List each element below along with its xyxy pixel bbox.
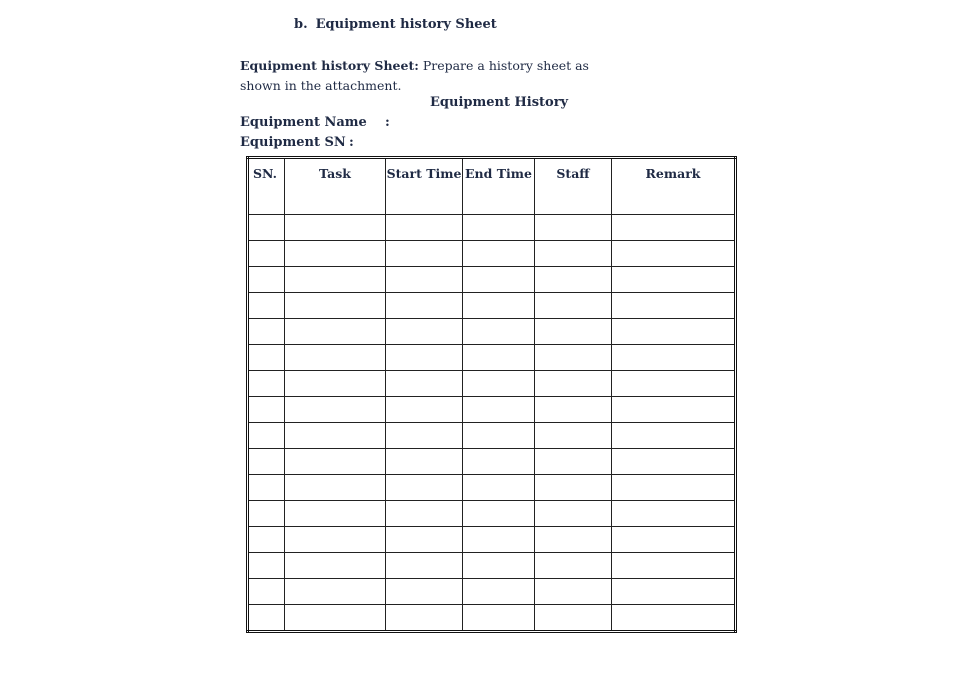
table-cell [535, 241, 612, 267]
equipment-sn-field [240, 135, 354, 150]
table-cell [463, 449, 535, 475]
table-cell [535, 215, 612, 241]
equipment-name-field [240, 115, 390, 130]
table-cell [285, 345, 386, 371]
table-cell [463, 267, 535, 293]
table-cell [612, 605, 736, 632]
column-header-start-time: Start Time [386, 158, 463, 215]
table-row [248, 527, 736, 553]
intro-paragraph [240, 56, 630, 96]
table-cell [285, 319, 386, 345]
table-cell [386, 501, 463, 527]
table-cell [285, 267, 386, 293]
table-cell [535, 501, 612, 527]
table-cell [285, 579, 386, 605]
table-cell [612, 397, 736, 423]
table-cell [248, 397, 285, 423]
table-cell [612, 553, 736, 579]
table-cell [463, 293, 535, 319]
table-cell [248, 579, 285, 605]
table-cell [612, 241, 736, 267]
table-cell [535, 475, 612, 501]
table-cell [612, 449, 736, 475]
table-cell [535, 605, 612, 632]
column-header-staff: Staff [535, 158, 612, 215]
table-cell [285, 423, 386, 449]
table-row [248, 449, 736, 475]
table-cell [463, 319, 535, 345]
table-row [248, 345, 736, 371]
table-cell [248, 423, 285, 449]
table-cell [386, 345, 463, 371]
table-cell [386, 527, 463, 553]
table-header-row [248, 158, 736, 215]
table-cell [386, 371, 463, 397]
table-cell [386, 553, 463, 579]
equipment-name-separator: : [385, 115, 390, 130]
table-cell [612, 319, 736, 345]
table-cell [612, 501, 736, 527]
table-cell [248, 553, 285, 579]
table-cell [463, 345, 535, 371]
section-heading [294, 17, 497, 32]
table-cell [248, 527, 285, 553]
form-title: Equipment History [430, 95, 569, 110]
table-row [248, 605, 736, 632]
equipment-sn-label: Equipment SN [240, 135, 346, 150]
table-cell [535, 579, 612, 605]
table-cell [612, 215, 736, 241]
equipment-name-label: Equipment Name [240, 115, 367, 130]
table-cell [248, 215, 285, 241]
table-cell [386, 605, 463, 632]
table-row [248, 241, 736, 267]
table-cell [386, 397, 463, 423]
table-cell [463, 423, 535, 449]
table-row [248, 371, 736, 397]
table-cell [463, 371, 535, 397]
table-cell [463, 475, 535, 501]
table-cell [248, 371, 285, 397]
table-cell [535, 267, 612, 293]
table-row [248, 475, 736, 501]
table-cell [535, 423, 612, 449]
table-cell [535, 293, 612, 319]
column-header-end-time: End Time [463, 158, 535, 215]
table-cell [248, 449, 285, 475]
table-cell [535, 553, 612, 579]
table-cell [386, 319, 463, 345]
table-cell [463, 215, 535, 241]
table-cell [463, 527, 535, 553]
table-cell [285, 501, 386, 527]
table-cell [285, 605, 386, 632]
table-cell [612, 423, 736, 449]
intro-text: Prepare a history sheet as shown in the attachment. [240, 58, 589, 93]
table-cell [285, 397, 386, 423]
table-row [248, 397, 736, 423]
table-cell [248, 319, 285, 345]
table-cell [285, 215, 386, 241]
table-cell [248, 605, 285, 632]
table-cell [248, 345, 285, 371]
table-row [248, 501, 736, 527]
intro-lead: Equipment history Sheet: [240, 58, 419, 73]
table-cell [386, 579, 463, 605]
table-cell [612, 345, 736, 371]
table-cell [463, 241, 535, 267]
table-row [248, 215, 736, 241]
table-cell [612, 293, 736, 319]
table-cell [612, 579, 736, 605]
table-row [248, 423, 736, 449]
section-enumerator: b. [294, 17, 308, 32]
table-row [248, 319, 736, 345]
equipment-history-table [246, 156, 737, 633]
table-cell [535, 345, 612, 371]
table-cell [285, 449, 386, 475]
column-header-task: Task [285, 158, 386, 215]
table-cell [386, 449, 463, 475]
table-cell [535, 371, 612, 397]
table-row [248, 579, 736, 605]
table-cell [285, 553, 386, 579]
table-cell [535, 449, 612, 475]
table-cell [285, 475, 386, 501]
table-cell [463, 605, 535, 632]
table-cell [463, 579, 535, 605]
table-cell [612, 527, 736, 553]
table-cell [612, 475, 736, 501]
table-cell [535, 527, 612, 553]
table-cell [285, 527, 386, 553]
table-cell [248, 241, 285, 267]
table-cell [386, 423, 463, 449]
table-cell [463, 553, 535, 579]
table-cell [535, 319, 612, 345]
table-cell [248, 501, 285, 527]
table-cell [386, 475, 463, 501]
table-cell [285, 371, 386, 397]
table-body [248, 215, 736, 632]
table-cell [612, 267, 736, 293]
table-cell [386, 241, 463, 267]
table-row [248, 293, 736, 319]
table-cell [386, 267, 463, 293]
table-cell [535, 397, 612, 423]
table-cell [386, 215, 463, 241]
table-cell [285, 293, 386, 319]
column-header-sn: SN. [248, 158, 285, 215]
table-cell [386, 293, 463, 319]
table-cell [248, 293, 285, 319]
equipment-sn-separator: : [349, 135, 354, 150]
column-header-remark: Remark [612, 158, 736, 215]
table-cell [285, 241, 386, 267]
table-row [248, 267, 736, 293]
table-cell [612, 371, 736, 397]
section-title: Equipment history Sheet [315, 17, 497, 32]
table-row [248, 553, 736, 579]
table-cell [248, 475, 285, 501]
table-cell [463, 397, 535, 423]
table-cell [248, 267, 285, 293]
table-cell [463, 501, 535, 527]
